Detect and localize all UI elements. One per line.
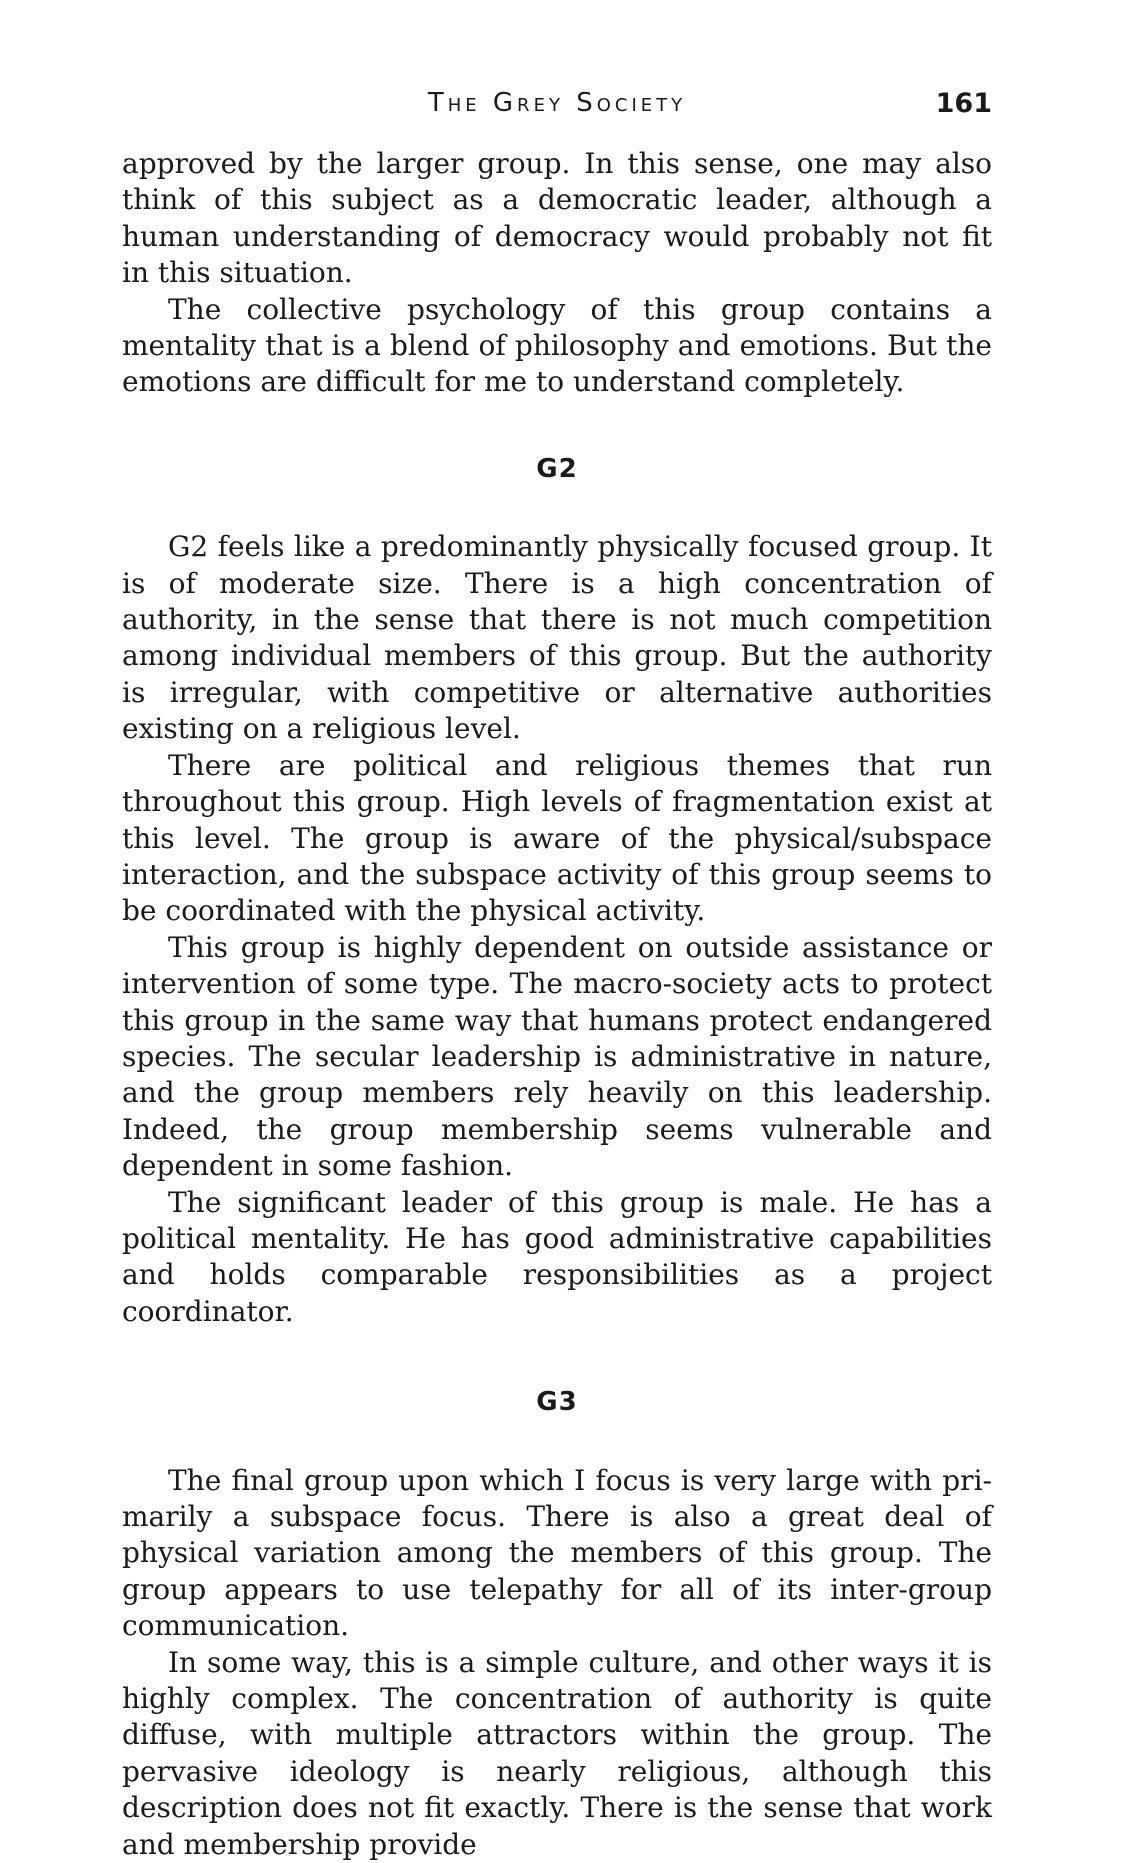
paragraph: approved by the larger group. In this sense, one may also think of this subject as a democratic leader, although a human understanding of democracy would probably not fit in this situation. — [122, 147, 992, 290]
running-title: The Grey Society — [427, 88, 687, 118]
paragraph: The significant leader of this group is male. He has a political mentality. He has good administrative capabilities and holds comparable responsibilities as a project coordinator. — [122, 1185, 992, 1328]
body-text — [122, 146, 992, 1863]
paragraph: G2 feels like a predominantly physically focused group. It is of moderate size. There is a high concentration of authority, in the sense that there is not much competition among individual members of this group. But the authority is irregular, with competitive or alternative authorities existing on a religious level. — [122, 530, 992, 746]
paragraph: This group is highly dependent on outside assistance or intervention of some type. The macro-society acts to protect this group in the same way that humans protect endangered species. The secular leadership is administrative in nature, and the group members rely heavily on this leadership. Indeed, the group membership seems vulnerable and dependent in some fashion. — [122, 930, 992, 1183]
running-head — [122, 88, 992, 128]
paragraph: In some way, this is a simple culture, and other ways it is highly complex. The concentration of authority is quite diffuse, with multiple attractors within the group. The pervasive ideology is nearly religious, although this description does not fit exactly. There is the sense that work and membership provide — [122, 1645, 992, 1861]
section-heading-g2: G2 — [536, 453, 578, 484]
paragraph: The collective psychology of this group contains a mentality that is a blend of philosophy and emotions. But the emotions are difficult for me to understand completely. — [122, 292, 992, 399]
section-heading-g3: G3 — [536, 1387, 578, 1418]
page-number: 161 — [935, 88, 992, 119]
paragraph: The final group upon which I focus is very large with primarily a subspace focus. There is also a great deal of physical variation among the members of this group. The group appears to use telepathy for all of its inter-group communication. — [122, 1463, 992, 1643]
paragraph: There are political and religious themes that run throughout this group. High levels of fragmentation exist at this level. The group is aware of the physical/subspace interaction, and the subspace activity of this group seems to be coordinated with the physical activity. — [122, 748, 992, 928]
